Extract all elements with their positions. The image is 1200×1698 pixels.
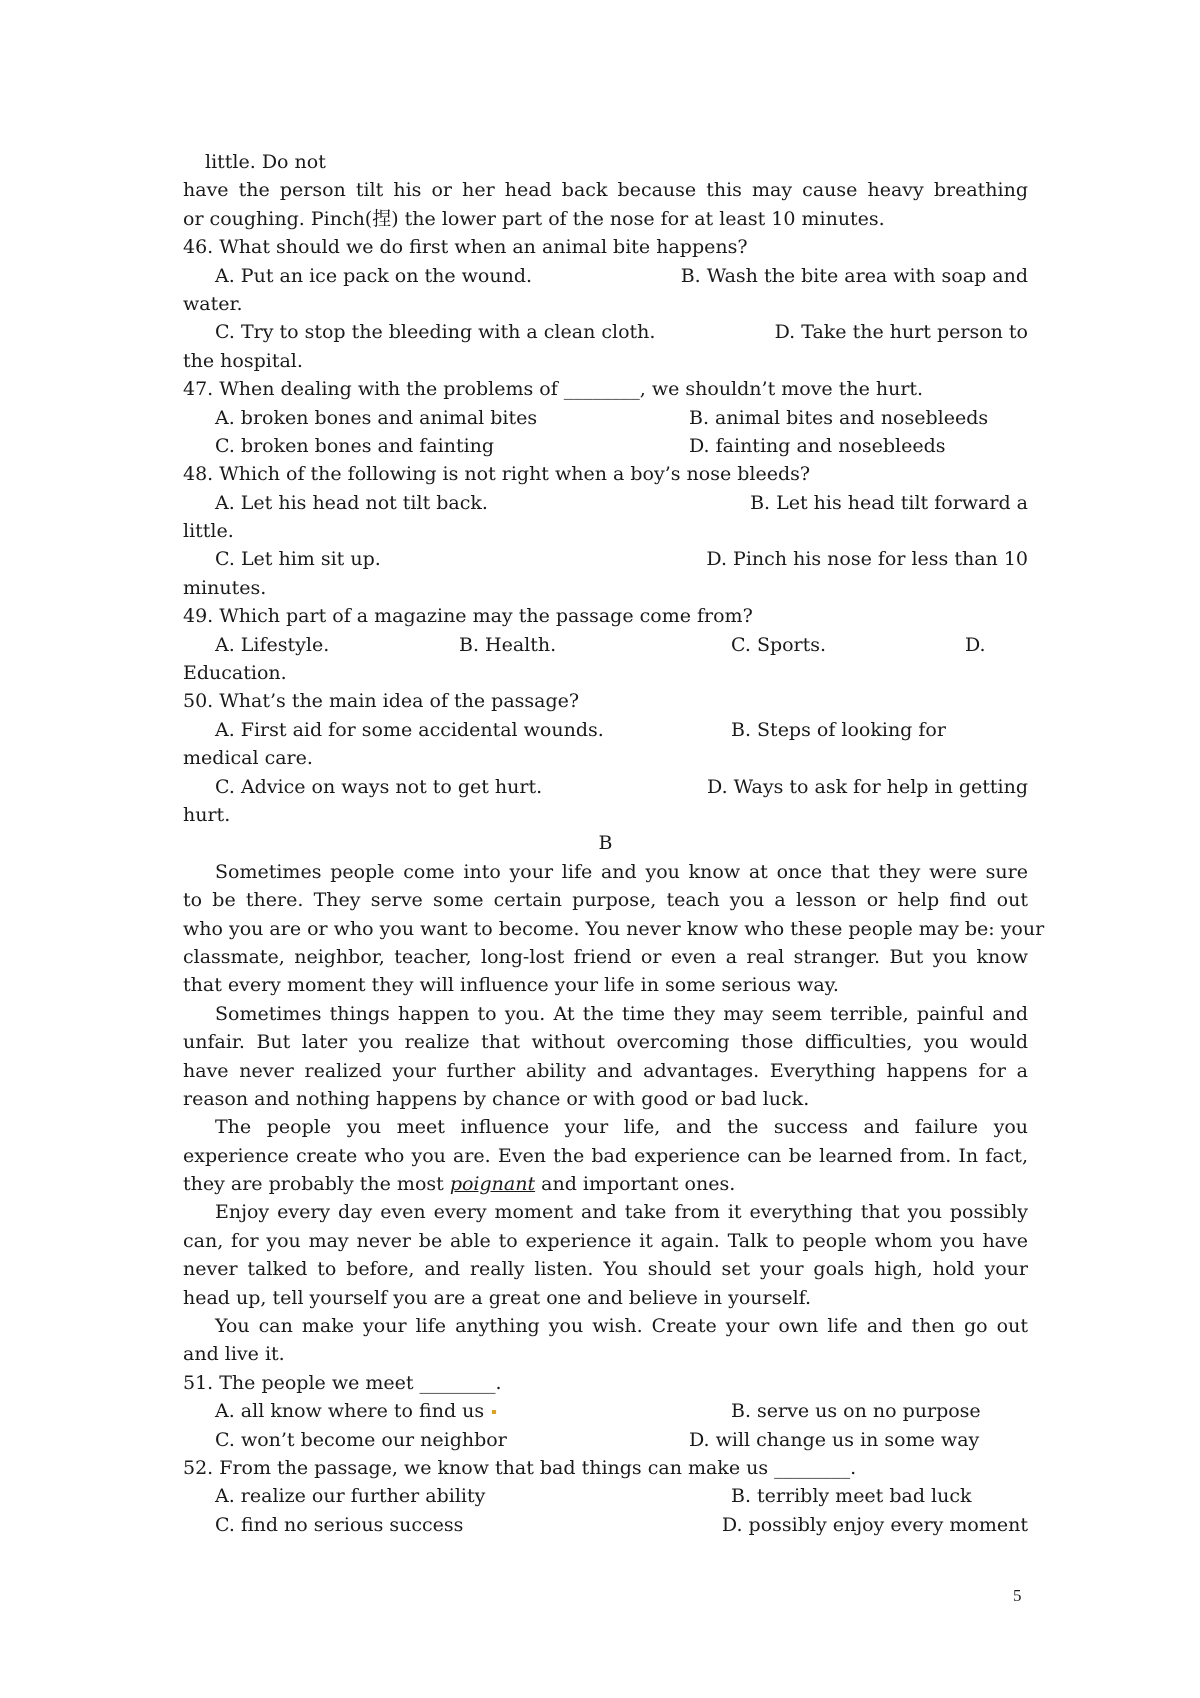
option-row [183,318,1028,346]
question-stem: 50. What’s the main idea of the passage? [183,690,580,713]
page-content [183,148,1045,1539]
option-row [183,1426,1028,1454]
option-c: C. won’t become our neighbor [215,1428,507,1451]
paragraph-line: can, for you may never be able to experience it again. Talk to people whom you have [183,1229,1028,1252]
paragraph-line: Sometimes people come into your life and you know at once that they were sure [215,860,1028,883]
paragraph-line: that every moment they will influence your life in some serious way. [183,974,839,997]
option-c: C. find no serious success [215,1513,464,1536]
option-row [183,545,1028,573]
paragraph-line [183,1170,1028,1198]
option-d: D. [965,633,986,656]
option-row [183,489,1028,517]
question-stem: 46. What should we do first when an animal bite happens? [183,236,748,259]
paragraph-line: Enjoy every day even every moment and take from it everything that you possibly [215,1201,1028,1224]
paragraph-line: head up, tell yourself you are a great one and believe in yourself. [183,1286,812,1309]
option-d: D. Take the hurt person to [774,321,1028,344]
option-c: C. Try to stop the bleeding with a clean cloth. [215,321,656,344]
mark-dot-icon [492,1410,496,1414]
option-a: A. First aid for some accidental wounds. [215,718,604,741]
paragraph-line: who you are or who you want to become. You never know who these people may be: your [183,917,1045,940]
paragraph-line: to be there. They serve some certain purpose, teach you a lesson or help find out [183,889,1028,912]
option-c: C. Advice on ways not to get hurt. [215,775,543,798]
question-stem: 49. Which part of a magazine may the passage come from? [183,605,753,628]
paragraph-line: and live it. [183,1343,285,1366]
option-row [183,404,1028,432]
option-row [183,1482,1028,1510]
option-b: B. Health. [459,633,557,656]
option-b: B. Let his head tilt forward a [750,491,1028,514]
option-a: A. Lifestyle. [215,633,330,656]
option-continuation: Education. [183,662,287,685]
option-d: D. Ways to ask for help in getting [707,775,1028,798]
option-c: C. Let him sit up. [215,548,381,571]
option-d: D. Pinch his nose for less than 10 [706,548,1028,571]
paragraph-line: unfair. But later you realize that without overcoming those difficulties, you would [183,1031,1028,1054]
option-continuation: the hospital. [183,349,303,372]
option-b: B. serve us on no purpose [731,1400,981,1423]
option-c: C. Sports. [731,633,827,656]
option-row [183,1511,1028,1539]
option-a: A. broken bones and animal bites [215,406,538,429]
paragraph-line: have never realized your further ability and advantages. Everything happens for a [183,1059,1028,1082]
option-a: A. Put an ice pack on the wound. [215,264,533,287]
paragraph-line: reason and nothing happens by chance or with good or bad luck. [183,1087,810,1110]
paragraph-line: The people you meet influence your life, and the success and failure you [215,1116,1028,1139]
question-stem: 52. From the passage, we know that bad things can make us ________. [183,1456,857,1479]
paragraph-line: never talked to before, and really listen. You should set your goals high, hold your [183,1258,1028,1281]
option-b: B. animal bites and nosebleeds [689,406,989,429]
option-b: B. Wash the bite area with soap and [680,264,1028,287]
option-continuation: minutes. [183,576,267,599]
option-a: A. realize our further ability [215,1485,486,1508]
text-run: they are probably the most [183,1173,450,1196]
option-c: C. broken bones and fainting [215,434,495,457]
underlined-word: poignant [449,1173,536,1196]
option-continuation: medical care. [183,747,313,770]
option-continuation: hurt. [183,803,231,826]
paragraph-line: experience create who you are. Even the bad experience can be learned from. In fact, [183,1144,1028,1167]
option-row [183,631,1028,659]
passage-a-line: have the person tilt his or her head back because this may cause heavy breathing [183,179,1028,202]
option-row [183,716,1028,744]
option-continuation: little. [183,520,234,543]
passage-a-line: little. Do not [205,151,326,173]
option-row [183,773,1028,801]
paragraph-line: Sometimes things happen to you. At the time they may seem terrible, painful and [215,1002,1028,1025]
question-stem: 47. When dealing with the problems of ________, we shouldn’t move the hurt. [183,378,924,401]
option-a: A. Let his head not tilt back. [215,491,488,514]
text-run: and important ones. [535,1173,736,1196]
question-stem: 51. The people we meet ________. [183,1371,502,1394]
page-number: 5 [1013,1586,1022,1605]
paragraph-line: classmate, neighbor, teacher, long-lost friend or even a real stranger. But you know [183,945,1028,968]
option-d: D. fainting and nosebleeds [689,434,946,457]
section-heading: B [598,832,613,855]
option-b: B. Steps of looking for [731,718,946,741]
option-d: D. possibly enjoy every moment [721,1513,1028,1536]
option-a-text: A. all know where to find us [215,1400,485,1423]
question-stem: 48. Which of the following is not right when a boy’s nose bleeds? [183,463,811,486]
option-row [183,1397,1028,1425]
option-continuation: water. [183,292,243,315]
option-row [183,262,1028,290]
option-row [183,432,1028,460]
option-b: B. terribly meet bad luck [731,1485,972,1508]
option-d: D. will change us in some way [689,1428,980,1451]
paragraph-line: You can make your life anything you wish. Create your own life and then go out [215,1315,1028,1338]
option-a [183,1397,731,1425]
passage-a-line: or coughing. Pinch(捏) the lower part of the nose for at least 10 minutes. [183,207,885,230]
